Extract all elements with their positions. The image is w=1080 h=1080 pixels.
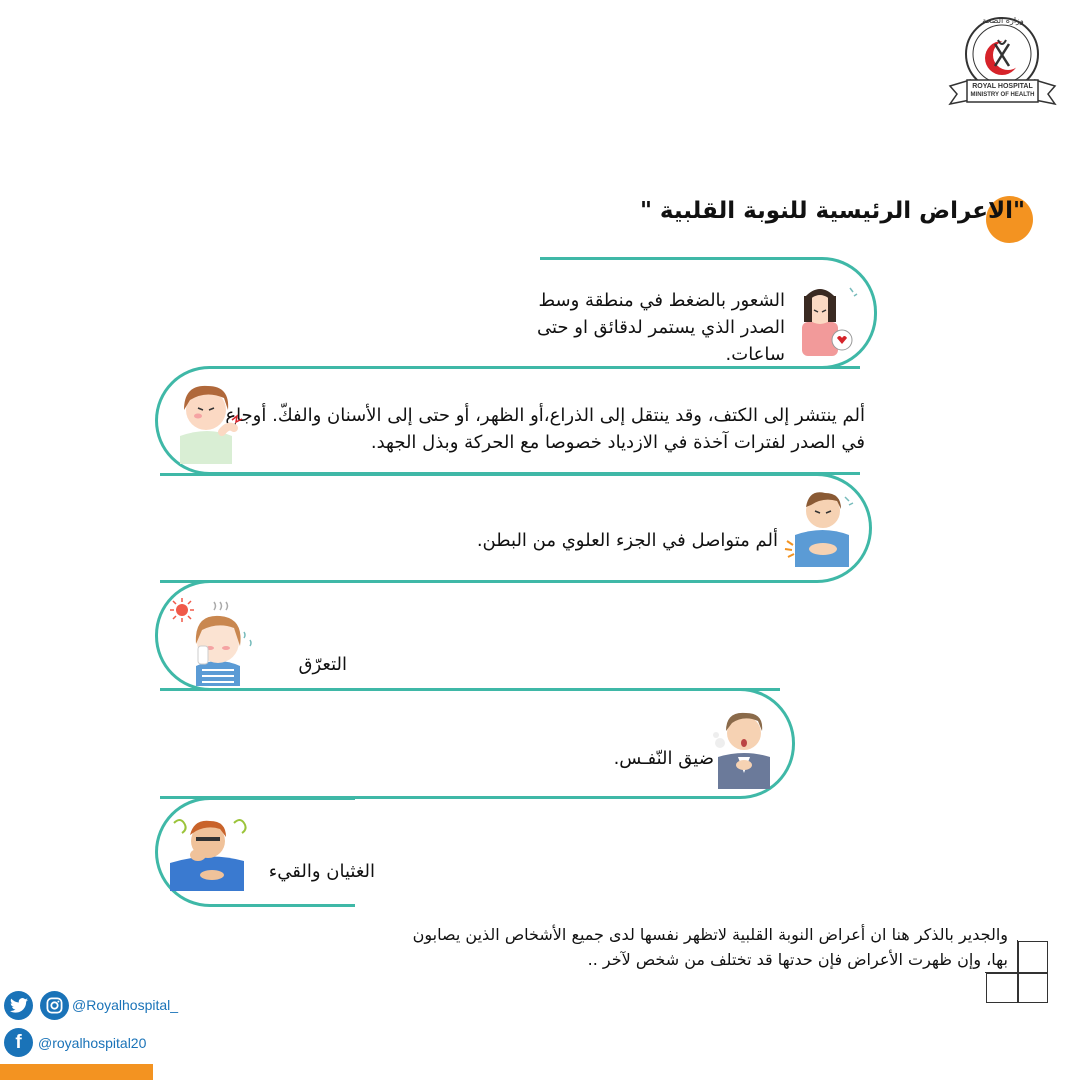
logo-emblem: [945, 14, 1060, 114]
twitter-icon[interactable]: [4, 991, 33, 1020]
symptom-1-text: الشعور بالضغط في منطقة وسط الصدر الذي يستمر لدقائق او حتى ساعات.: [536, 290, 785, 365]
footnote-text: والجدير بالذكر هنا ان أعراض النوبة القلبية لاتظهر نفسها لدى جميع الأشخاص الذين يصابون بها، وإن ظهرت الأعراض فإن حدتها قد تختلف من شخص لآخر ..: [412, 925, 1008, 969]
symptom-2-text: ألم ينتشر إلى الكتف، وقد ينتقل إلى الذراع،أو الظهر، أو حتى إلى الأسنان والفكّ. أوجاع في الصدر لفترات آخذة في الازدياد خصوصا مع الحركة وبذل الجهد.: [225, 405, 865, 453]
facebook-icon[interactable]: f: [4, 1028, 33, 1057]
path-segment-5: [160, 688, 795, 799]
social-handle-2[interactable]: @royalhospital20: [38, 1035, 147, 1051]
page-title: "الاعراض الرئيسية للنوبة القلبية ": [639, 198, 1025, 224]
logo-name-line2: MINISTRY OF HEALTH: [970, 92, 1035, 98]
symptom-3-text: ألم متواصل في الجزء العلوي من البطن.: [476, 530, 778, 551]
sweating-woman-icon: [168, 596, 260, 686]
symptom-4-text: التعرّق: [298, 654, 347, 675]
logo-arabic-text: وزارة الصحة: [982, 16, 1024, 25]
shoulder-pain-woman-icon: [170, 376, 245, 464]
breathless-man-icon: [712, 703, 774, 789]
symptom-5-text: ضيق النّفـس.: [613, 748, 714, 769]
symptom-6-text: الغثيان والقيء: [268, 861, 375, 882]
logo-name-line1: ROYAL HOSPITAL: [972, 83, 1033, 90]
royal-hospital-logo: [945, 14, 1060, 114]
social-handle-1[interactable]: @Royalhospital_: [72, 997, 179, 1013]
stomach-pain-man-icon: [783, 485, 858, 567]
instagram-icon[interactable]: [40, 991, 69, 1020]
nausea-man-icon: [168, 813, 250, 891]
chest-pain-woman-icon: [790, 278, 860, 358]
footer-accent-bar: [0, 1064, 153, 1080]
